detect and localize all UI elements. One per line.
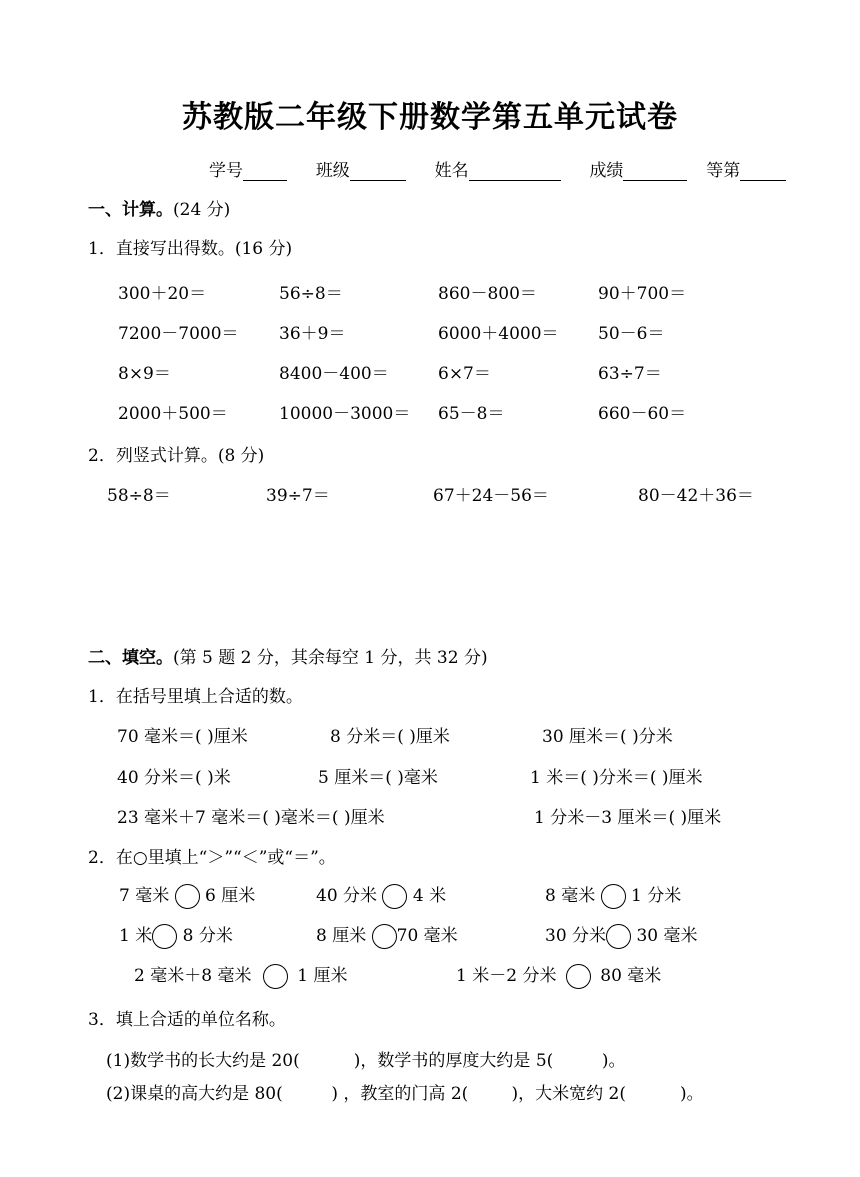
fill-item: 8 分米＝( )厘米 (330, 727, 450, 747)
compare-right: 30 毫米 (636, 926, 698, 946)
s2-q1-label: 1．在括号里填上合适的数。 (88, 687, 303, 707)
compare-circle-blank[interactable] (566, 964, 591, 989)
fill-item: 5 厘米＝( )毫米 (318, 768, 438, 788)
s2-q2-label: 2．在○里填上“＞”“＜”或“＝”。 (88, 848, 336, 868)
fill-item: 23 毫米＋7 毫米＝( )毫米＝( )厘米 (117, 808, 385, 828)
student-no-field[interactable] (243, 162, 287, 181)
unit-fill-line: (1)数学书的长大约是 20( )，数学书的厚度大约是 5( )。 (106, 1051, 626, 1071)
student-no-label: 学号 (209, 161, 243, 181)
section2-title: 二、填空。 (88, 648, 173, 668)
compare-left: 7 毫米 (119, 886, 170, 906)
compare-item (316, 881, 446, 909)
calc-item: 660－60＝ (598, 404, 687, 424)
calc-item: 63÷7＝ (598, 364, 662, 384)
compare-circle-blank[interactable] (175, 884, 200, 909)
s1-q2-label: 2．列竖式计算。(8 分) (88, 446, 265, 466)
compare-circle-blank[interactable] (372, 924, 397, 949)
calc-item: 2000＋500＝ (118, 404, 228, 424)
section1-points: (24 分) (173, 200, 231, 220)
name-label: 姓名 (434, 161, 469, 181)
compare-right: 1 厘米 (297, 966, 348, 986)
compare-right: 6 厘米 (205, 886, 256, 906)
compare-item (545, 921, 698, 949)
score-label: 成绩 (589, 161, 624, 181)
compare-item (545, 881, 681, 909)
grade-field[interactable] (740, 162, 786, 181)
calc-item: 10000－3000＝ (279, 404, 411, 424)
fill-item: 70 毫米＝( )厘米 (117, 727, 248, 747)
compare-right: 80 毫米 (600, 966, 662, 986)
vertical-calc-item: 39÷7＝ (266, 486, 330, 506)
calc-item: 7200－7000＝ (118, 324, 239, 344)
name-field[interactable] (469, 162, 561, 181)
grade-label: 等第 (706, 161, 741, 181)
calc-item: 36＋9＝ (279, 324, 346, 344)
compare-item (119, 881, 255, 909)
vertical-calc-item: 58÷8＝ (107, 486, 171, 506)
compare-left: 8 毫米 (545, 886, 596, 906)
s1-q1-label: 1．直接写出得数。(16 分) (88, 239, 293, 259)
class-label: 班级 (315, 161, 350, 181)
compare-left: 1 米－2 分米 (456, 966, 557, 986)
vertical-calc-item: 67＋24－56＝ (433, 486, 549, 506)
compare-right: 4 米 (412, 886, 447, 906)
compare-left: 30 分米 (545, 926, 607, 946)
compare-item (119, 921, 233, 949)
unit-fill-line: (2)课桌的高大约是 80( ) ，教室的门高 2( )，大米宽约 2( )。 (106, 1084, 704, 1104)
score-field[interactable] (623, 162, 687, 181)
section1-heading (88, 195, 230, 220)
compare-left: 40 分米 (316, 886, 378, 906)
compare-right: 8 分米 (182, 926, 233, 946)
calc-item: 56÷8＝ (279, 284, 343, 304)
calc-item: 860－800＝ (438, 284, 537, 304)
compare-left: 2 毫米＋8 毫米 (134, 966, 252, 986)
calc-item: 50－6＝ (598, 324, 665, 344)
calc-item: 8×9＝ (118, 364, 171, 384)
compare-item (456, 961, 661, 989)
fill-item: 1 分米－3 厘米＝( )厘米 (534, 808, 722, 828)
compare-circle-blank[interactable] (152, 924, 177, 949)
compare-circle-blank[interactable] (263, 964, 288, 989)
compare-left: 8 厘米 (316, 926, 367, 946)
calc-item: 6×7＝ (438, 364, 491, 384)
calc-item: 65－8＝ (438, 404, 505, 424)
class-field[interactable] (350, 162, 406, 181)
calc-item: 8400－400＝ (279, 364, 389, 384)
calc-item: 300＋20＝ (118, 284, 207, 304)
compare-right: 70 毫米 (396, 926, 458, 946)
calc-item: 90＋700＝ (598, 284, 687, 304)
compare-right: 1 分米 (631, 886, 682, 906)
fill-item: 40 分米＝( )米 (117, 768, 231, 788)
compare-left: 1 米 (119, 926, 153, 946)
fill-item: 1 米＝( )分米＝( )厘米 (530, 768, 703, 788)
compare-item (316, 921, 458, 949)
compare-circle-blank[interactable] (601, 884, 626, 909)
vertical-calc-item: 80－42＋36＝ (638, 486, 754, 506)
page-title: 苏教版二年级下册数学第五单元试卷 (182, 100, 678, 135)
section1-title: 一、计算。 (88, 200, 173, 220)
student-info-line (209, 156, 786, 181)
compare-circle-blank[interactable] (606, 924, 631, 949)
compare-item (134, 961, 348, 989)
calc-item: 6000＋4000＝ (438, 324, 559, 344)
section2-heading (88, 643, 488, 668)
compare-circle-blank[interactable] (382, 884, 407, 909)
s2-q3-label: 3．填上合适的单位名称。 (88, 1010, 286, 1030)
fill-item: 30 厘米＝( )分米 (542, 727, 673, 747)
section2-points: (第 5 题 2 分，其余每空 1 分，共 32 分) (173, 648, 488, 668)
